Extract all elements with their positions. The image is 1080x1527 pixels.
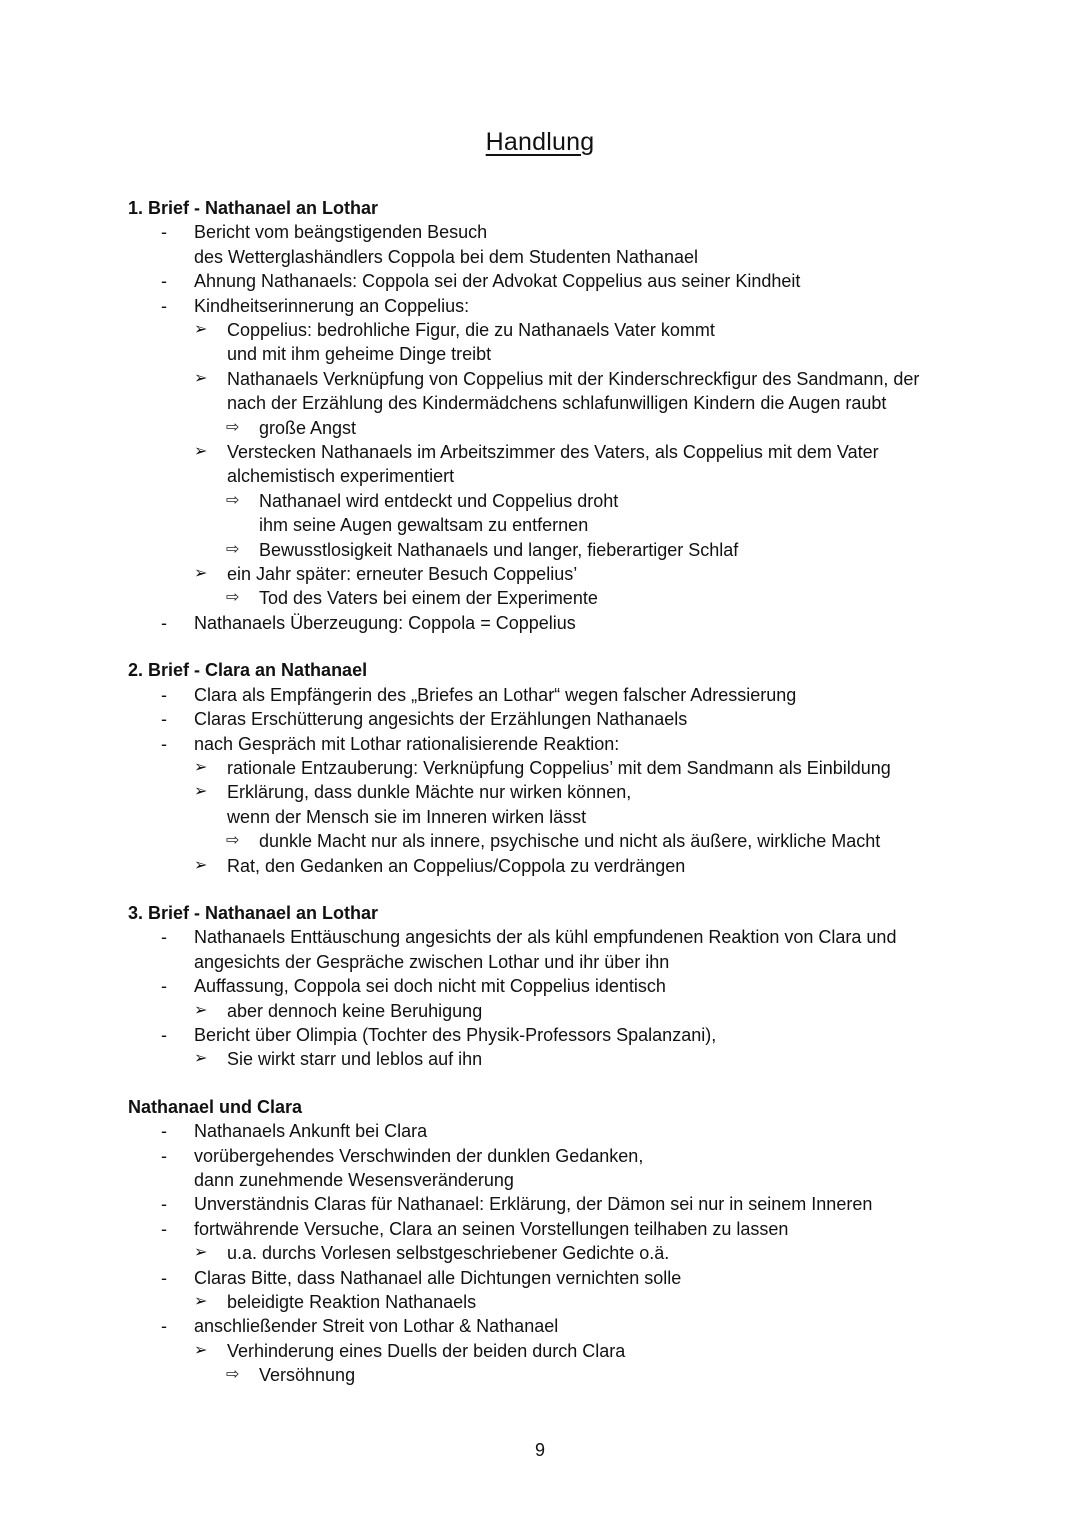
list-item: [128, 1314, 1008, 1338]
list-item-text: u.a. durchs Vorlesen selbstgeschriebener Gedichte o.ä.: [227, 1243, 670, 1264]
dash-bullet-icon: -: [161, 733, 167, 754]
list-item: [128, 999, 1008, 1023]
implication-arrow-icon: ⇨: [226, 589, 240, 607]
list-item-text: angesichts der Gespräche zwischen Lothar und ihr über ihn: [194, 951, 670, 972]
list-item-text: Ahnung Nathanaels: Coppola sei der Advokat Coppelius aus seiner Kindheit: [194, 271, 801, 292]
list-item-text: Claras Bitte, dass Nathanael alle Dichtungen vernichten solle: [194, 1267, 682, 1288]
arrow-bullet-icon: ➢: [194, 783, 208, 801]
list-item-text: beleidigte Reaktion Nathanaels: [227, 1292, 477, 1312]
dash-bullet-icon: -: [161, 1121, 167, 1142]
section-heading: Nathanael und Clara: [128, 1096, 303, 1117]
list-item-text: rationale Entzauberung: Verknüpfung Coppelius’ mit dem Sandmann als Einbildung: [227, 757, 891, 778]
dash-bullet-icon: -: [161, 271, 167, 292]
list-item: [128, 1363, 1008, 1387]
list-item-text: alchemistisch experimentiert: [227, 466, 455, 487]
list-item-text: Nathanaels Überzeugung: Coppola = Coppelius: [194, 612, 576, 633]
list-item: [128, 780, 1008, 804]
list-item-text: Kindheitserinnerung an Coppelius:: [194, 295, 470, 316]
list-item: [128, 950, 1008, 974]
list-item: [128, 1023, 1008, 1047]
list-item: [128, 440, 1008, 464]
dash-bullet-icon: -: [161, 1024, 167, 1045]
list-item-text: wenn der Mensch sie im Inneren wirken lässt: [227, 806, 587, 827]
list-item-text: dann zunehmende Wesensveränderung: [194, 1169, 514, 1190]
list-item-text: Bewusstlosigkeit Nathanaels und langer, fieberartiger Schlaf: [259, 539, 739, 560]
dash-bullet-icon: -: [161, 976, 167, 997]
list-item: [128, 1290, 1008, 1314]
implication-arrow-icon: ⇨: [226, 832, 240, 850]
list-item-text: Verhinderung eines Duells der beiden durch Clara: [227, 1340, 626, 1361]
list-item-text: Sie wirkt starr und leblos auf ihn: [227, 1049, 483, 1070]
list-item-text: und mit ihm geheime Dinge treibt: [227, 344, 492, 365]
list-item: [128, 367, 1008, 391]
list-item: [128, 342, 1008, 366]
list-item: [128, 829, 1008, 853]
list-item-text: Bericht vom beängstigenden Besuch: [194, 222, 488, 243]
list-item-text: ein Jahr später: erneuter Besuch Coppelius’: [227, 564, 578, 585]
arrow-bullet-icon: ➢: [194, 1341, 208, 1359]
list-item: [128, 1168, 1008, 1192]
list-item-text: Clara als Empfängerin des „Briefes an Lothar“ wegen falscher Adressierung: [194, 684, 797, 705]
dash-bullet-icon: -: [161, 927, 167, 948]
list-item: [128, 269, 1008, 293]
list-item-text: Nathanaels Verknüpfung von Coppelius mit der Kinderschreckfigur des Sandmann, der: [227, 368, 920, 389]
dash-bullet-icon: -: [161, 684, 167, 705]
list-item-text: nach der Erzählung des Kindermädchens schlafunwilligen Kindern die Augen raubt: [227, 393, 887, 414]
document-body: [128, 196, 1008, 1411]
arrow-bullet-icon: ➢: [194, 1050, 208, 1068]
list-item-text: aber dennoch keine Beruhigung: [227, 1000, 483, 1021]
page-number: 9: [534, 1440, 545, 1460]
dash-bullet-icon: -: [161, 1145, 167, 1166]
list-item-text: Verstecken Nathanaels im Arbeitszimmer des Vaters, als Coppelius mit dem Vater: [227, 442, 879, 463]
dash-bullet-icon: -: [161, 1218, 167, 1239]
list-item: [128, 294, 1008, 318]
section: [128, 196, 1008, 635]
list-item-text: Coppelius: bedrohliche Figur, die zu Nathanaels Vater kommt: [227, 320, 715, 341]
list-item: [128, 974, 1008, 998]
implication-arrow-icon: ⇨: [226, 1366, 240, 1384]
list-item: [128, 1217, 1008, 1241]
list-item-text: Tod des Vaters bei einem der Experimente: [259, 588, 598, 609]
list-item: [128, 538, 1008, 562]
section-heading: 2. Brief - Clara an Nathanael: [128, 660, 368, 681]
dash-bullet-icon: -: [161, 222, 167, 243]
list-item-text: Bericht über Olimpia (Tochter des Physik-Professors Spalanzani),: [194, 1024, 717, 1045]
list-item: [128, 391, 1008, 415]
list-item: [128, 464, 1008, 488]
list-item: [128, 416, 1008, 440]
arrow-bullet-icon: ➢: [194, 856, 208, 874]
list-item: [128, 1266, 1008, 1290]
list-item-text: ihm seine Augen gewaltsam zu entfernen: [259, 515, 589, 536]
dash-bullet-icon: -: [161, 709, 167, 730]
list-item-text: vorübergehendes Verschwinden der dunklen Gedanken,: [194, 1145, 644, 1166]
arrow-bullet-icon: ➢: [194, 1244, 208, 1262]
list-item: [128, 513, 1008, 537]
list-item: [128, 1047, 1008, 1071]
list-item-text: des Wetterglashändlers Coppola bei dem Studenten Nathanael: [194, 246, 698, 267]
implication-arrow-icon: ⇨: [226, 540, 240, 558]
dash-bullet-icon: -: [161, 1194, 167, 1215]
list-item-text: Claras Erschütterung angesichts der Erzählungen Nathanaels: [194, 709, 688, 730]
list-item: [128, 220, 1008, 244]
list-item: [128, 1119, 1008, 1143]
list-item-text: Erklärung, dass dunkle Mächte nur wirken können,: [227, 782, 632, 803]
list-item: [128, 707, 1008, 731]
list-item: [128, 611, 1008, 635]
arrow-bullet-icon: ➢: [194, 1001, 208, 1019]
list-item-text: nach Gespräch mit Lothar rationalisierende Reaktion:: [194, 733, 620, 754]
implication-arrow-icon: ⇨: [226, 491, 240, 509]
list-item: [128, 925, 1008, 949]
arrow-bullet-icon: ➢: [194, 565, 208, 583]
list-item: [128, 562, 1008, 586]
list-item: [128, 854, 1008, 878]
list-item-text: große Angst: [259, 417, 357, 438]
section: [128, 658, 1008, 878]
list-item-text: Nathanaels Enttäuschung angesichts der als kühl empfundenen Reaktion von Clara und: [194, 927, 897, 948]
list-item: [128, 1192, 1008, 1216]
list-item: [128, 489, 1008, 513]
arrow-bullet-icon: ➢: [194, 321, 208, 339]
list-item-text: Rat, den Gedanken an Coppelius/Coppola zu verdrängen: [227, 855, 686, 876]
list-item-text: Nathanael wird entdeckt und Coppelius droht: [259, 490, 619, 511]
list-item-text: dunkle Macht nur als innere, psychische und nicht als äußere, wirkliche Macht: [259, 831, 881, 852]
list-item: [128, 586, 1008, 610]
arrow-bullet-icon: ➢: [194, 443, 208, 461]
arrow-bullet-icon: ➢: [194, 1293, 208, 1310]
list-item: [128, 245, 1008, 269]
list-item: [128, 1241, 1008, 1265]
section: [128, 1095, 1008, 1388]
page-title: Handlung: [485, 128, 595, 156]
arrow-bullet-icon: ➢: [194, 758, 208, 776]
list-item: [128, 732, 1008, 756]
list-item-text: fortwährende Versuche, Clara an seinen Vorstellungen teilhaben zu lassen: [194, 1218, 789, 1239]
list-item: [128, 683, 1008, 707]
dash-bullet-icon: -: [161, 295, 167, 316]
dash-bullet-icon: -: [161, 612, 167, 633]
list-item-text: Versöhnung: [259, 1365, 356, 1386]
dash-bullet-icon: -: [161, 1316, 167, 1337]
list-item: [128, 1144, 1008, 1168]
implication-arrow-icon: ⇨: [226, 418, 240, 436]
section-heading: 3. Brief - Nathanael an Lothar: [128, 902, 379, 923]
section-heading: 1. Brief - Nathanael an Lothar: [128, 198, 379, 218]
arrow-bullet-icon: ➢: [194, 369, 208, 387]
list-item: [128, 318, 1008, 342]
list-item: [128, 1339, 1008, 1363]
list-item: [128, 805, 1008, 829]
list-item-text: anschließender Streit von Lothar & Nathanael: [194, 1316, 559, 1337]
section: [128, 901, 1008, 1072]
list-item-text: Auffassung, Coppola sei doch nicht mit Coppelius identisch: [194, 976, 666, 997]
dash-bullet-icon: -: [161, 1267, 167, 1288]
list-item-text: Unverständnis Claras für Nathanael: Erklärung, der Dämon sei nur in seinem Inneren: [194, 1194, 873, 1215]
list-item: [128, 756, 1008, 780]
list-item-text: Nathanaels Ankunft bei Clara: [194, 1121, 428, 1142]
